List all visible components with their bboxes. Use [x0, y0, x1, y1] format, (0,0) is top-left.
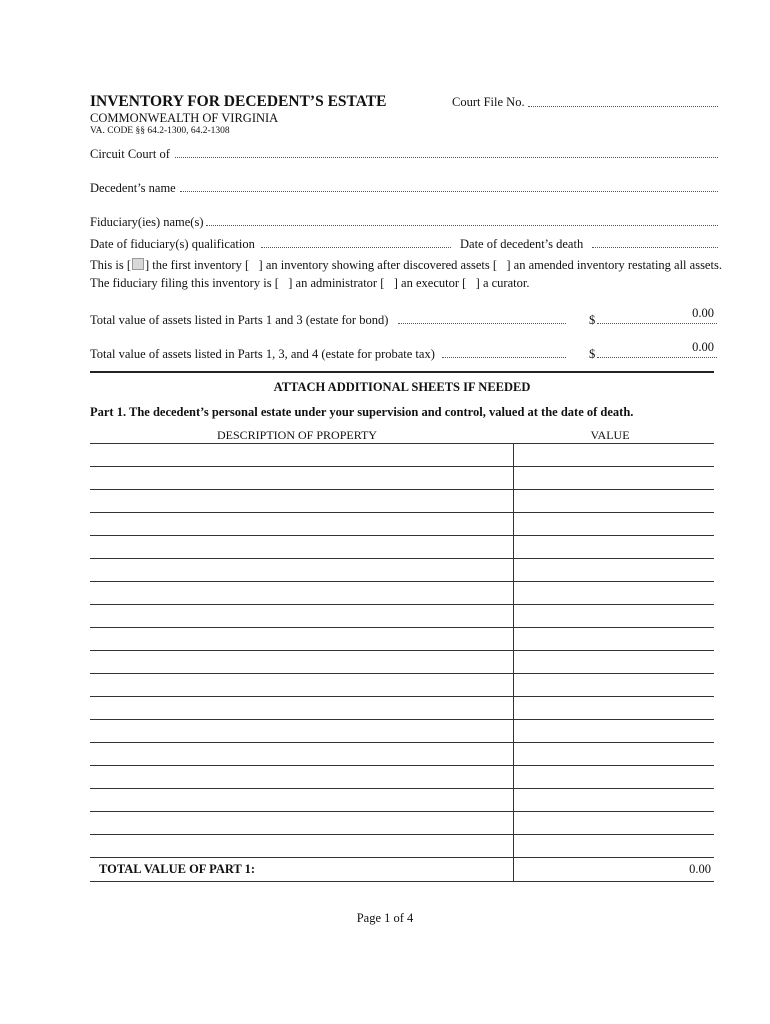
table-row — [90, 444, 714, 467]
death-date-field[interactable] — [592, 237, 718, 248]
table-row — [90, 789, 714, 812]
bond-total-value: 0.00 — [692, 306, 714, 320]
col-value-header: VALUE — [590, 428, 630, 442]
table-row — [90, 582, 714, 605]
checkbox-first-inventory[interactable]: [ ] — [126, 258, 150, 272]
value-cell[interactable] — [514, 835, 715, 858]
option-administrator: an administrator — [295, 276, 378, 290]
value-cell[interactable] — [514, 674, 715, 697]
value-cell[interactable] — [514, 467, 715, 490]
attach-notice: ATTACH ADDITIONAL SHEETS IF NEEDED — [273, 380, 531, 394]
bond-total-currency: $ — [589, 313, 596, 327]
probate-total-leader — [442, 347, 566, 358]
description-cell[interactable] — [90, 559, 514, 582]
description-cell[interactable] — [90, 835, 514, 858]
description-cell[interactable] — [90, 743, 514, 766]
value-cell[interactable] — [514, 812, 715, 835]
table-row — [90, 674, 714, 697]
probate-total-label: Total value of assets listed in Parts 1, 3, and 4 (estate for probate tax) — [90, 347, 435, 361]
option-first-inventory: the first inventory — [152, 258, 242, 272]
description-cell[interactable] — [90, 513, 514, 536]
description-cell[interactable] — [90, 444, 514, 467]
bond-total-label: Total value of assets listed in Parts 1 and 3 (estate for bond) — [90, 313, 389, 327]
decedent-name-field[interactable] — [180, 181, 718, 192]
value-cell[interactable] — [514, 536, 715, 559]
fiduciary-type-prefix: The fiduciary filing this inventory is — [90, 276, 272, 290]
death-date-label: Date of decedent’s death — [460, 237, 584, 251]
qualification-date-field[interactable] — [261, 237, 451, 248]
court-file-field[interactable] — [528, 96, 718, 107]
checkbox-after-discovered[interactable]: [ ] — [244, 258, 263, 272]
value-cell[interactable] — [514, 444, 715, 467]
inventory-type-line — [90, 258, 722, 273]
option-curator: a curator. — [482, 276, 530, 290]
table-row — [90, 605, 714, 628]
table-row — [90, 835, 714, 858]
value-cell[interactable] — [514, 789, 715, 812]
decedent-name-label: Decedent’s name — [90, 181, 176, 195]
checkbox-administrator[interactable]: [ ] — [274, 276, 293, 290]
value-cell[interactable] — [514, 559, 715, 582]
page-number: Page 1 of 4 — [356, 911, 414, 925]
value-cell[interactable] — [514, 697, 715, 720]
description-cell[interactable] — [90, 697, 514, 720]
va-code-citation: VA. CODE §§ 64.2-1300, 64.2-1308 — [90, 126, 230, 136]
description-cell[interactable] — [90, 628, 514, 651]
description-cell[interactable] — [90, 789, 514, 812]
description-cell[interactable] — [90, 720, 514, 743]
commonwealth-heading: COMMONWEALTH OF VIRGINIA — [90, 111, 279, 125]
checkbox-curator[interactable]: [ ] — [462, 276, 480, 290]
table-row — [90, 766, 714, 789]
form-title: INVENTORY FOR DECEDENT’S ESTATE — [90, 93, 387, 110]
value-cell[interactable] — [514, 651, 715, 674]
description-cell[interactable] — [90, 766, 514, 789]
description-cell[interactable] — [90, 582, 514, 605]
value-cell[interactable] — [514, 628, 715, 651]
description-cell[interactable] — [90, 467, 514, 490]
table-row — [90, 467, 714, 490]
checked-box-icon — [132, 258, 144, 270]
court-file-label: Court File No. — [452, 95, 525, 109]
fiduciary-names-field[interactable] — [206, 215, 718, 226]
part1-heading: Part 1. The decedent’s personal estate under your supervision and control, valued at the date of death. — [90, 405, 634, 419]
probate-total-currency: $ — [589, 347, 596, 361]
fiduciary-type-line — [90, 276, 529, 291]
table-row — [90, 720, 714, 743]
table-row — [90, 697, 714, 720]
checkbox-executor[interactable]: [ ] — [380, 276, 398, 290]
description-cell[interactable] — [90, 536, 514, 559]
col-description-header: DESCRIPTION OF PROPERTY — [217, 428, 377, 442]
part1-total-value: 0.00 — [514, 858, 715, 882]
table-row — [90, 743, 714, 766]
probate-total-value: 0.00 — [692, 340, 714, 354]
table-row — [90, 559, 714, 582]
qualification-date-label: Date of fiduciary(s) qualification — [90, 237, 255, 251]
table-row — [90, 490, 714, 513]
circuit-court-label: Circuit Court of — [90, 147, 170, 161]
table-row — [90, 812, 714, 835]
description-cell[interactable] — [90, 812, 514, 835]
value-cell[interactable] — [514, 582, 715, 605]
option-executor: an executor — [401, 276, 459, 290]
part1-table — [90, 443, 714, 882]
option-amended: an amended inventory restating all assets. — [513, 258, 722, 272]
description-cell[interactable] — [90, 490, 514, 513]
checkbox-amended[interactable]: [ ] — [492, 258, 511, 272]
table-row — [90, 536, 714, 559]
inventory-type-prefix: This is — [90, 258, 124, 272]
value-cell[interactable] — [514, 490, 715, 513]
part1-total-label: TOTAL VALUE OF PART 1: — [90, 858, 514, 882]
part1-total-row — [90, 858, 714, 882]
circuit-court-field[interactable] — [175, 147, 718, 158]
section-divider — [90, 371, 714, 373]
description-cell[interactable] — [90, 651, 514, 674]
value-cell[interactable] — [514, 605, 715, 628]
value-cell[interactable] — [514, 766, 715, 789]
value-cell[interactable] — [514, 743, 715, 766]
description-cell[interactable] — [90, 674, 514, 697]
table-row — [90, 513, 714, 536]
description-cell[interactable] — [90, 605, 514, 628]
fiduciary-names-label: Fiduciary(ies) name(s) — [90, 215, 204, 229]
table-row — [90, 651, 714, 674]
bond-total-leader — [398, 313, 566, 324]
value-cell[interactable] — [514, 513, 715, 536]
value-cell[interactable] — [514, 720, 715, 743]
table-row — [90, 628, 714, 651]
option-after-discovered: an inventory showing after discovered assets — [265, 258, 490, 272]
